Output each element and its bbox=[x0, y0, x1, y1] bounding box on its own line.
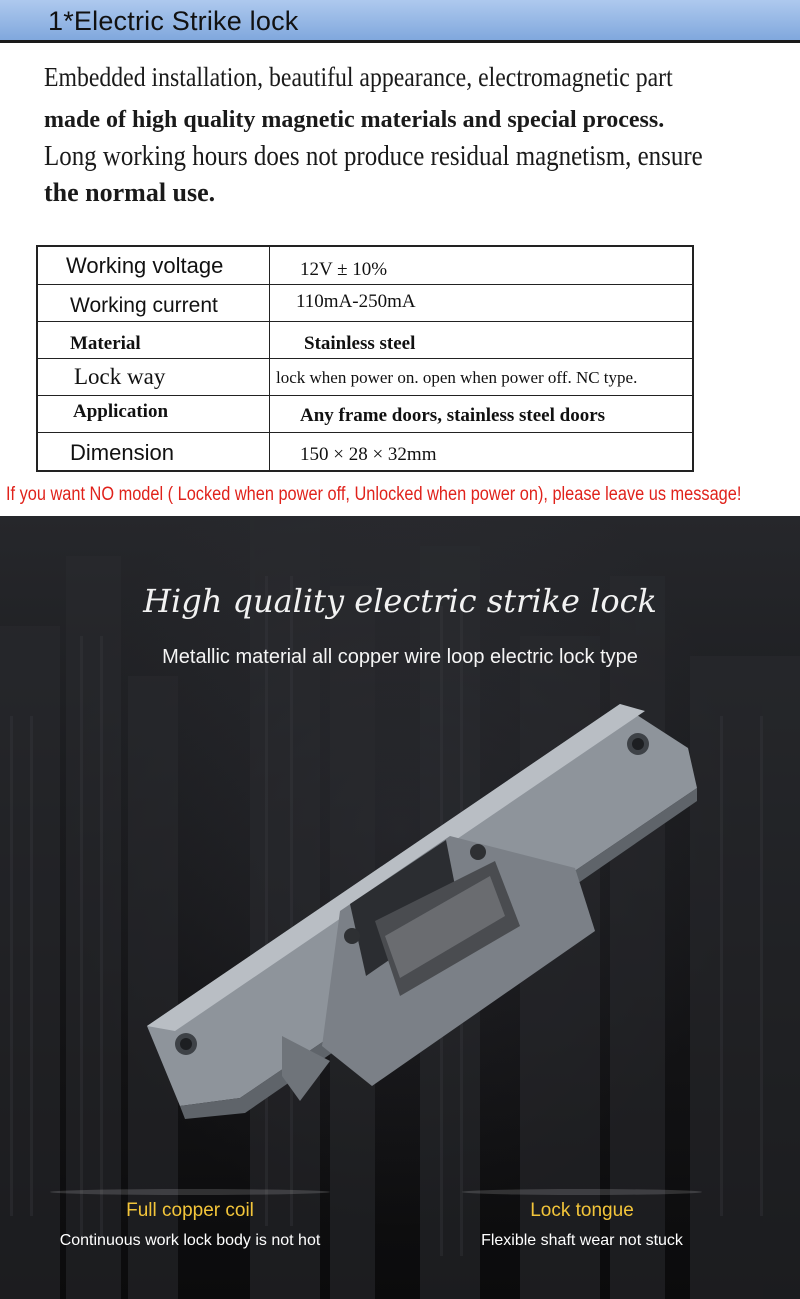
product-subtitle: Metallic material all copper wire loop electric lock type bbox=[162, 646, 638, 668]
spec-value: Stainless steel bbox=[304, 333, 416, 354]
spec-value: lock when power on. open when power off. NC type. bbox=[276, 368, 638, 387]
spec-row-application bbox=[38, 395, 692, 433]
spec-label: Lock way bbox=[74, 364, 166, 389]
city-skyline-background bbox=[0, 516, 800, 1299]
spec-row-voltage bbox=[38, 247, 692, 285]
product-banner bbox=[0, 516, 800, 1299]
spec-row-material bbox=[38, 321, 692, 359]
intro-line-2: made of high quality magnetic materials and special process. bbox=[44, 107, 665, 133]
spec-row-lock-way bbox=[38, 358, 692, 396]
feature-description: Flexible shaft wear not stuck bbox=[481, 1232, 683, 1249]
spec-label: Dimension bbox=[70, 440, 174, 465]
spec-label: Application bbox=[73, 401, 169, 422]
spec-value: 150 × 28 × 32mm bbox=[300, 444, 437, 465]
spec-value: 110mA-250mA bbox=[296, 291, 416, 312]
feature-copper-coil bbox=[40, 1200, 340, 1250]
spec-label: Working current bbox=[70, 294, 218, 317]
feature-title: Full copper coil bbox=[126, 1200, 254, 1221]
spec-row-current bbox=[38, 284, 692, 322]
spec-label: Working voltage bbox=[66, 253, 224, 278]
feature-title: Lock tongue bbox=[530, 1200, 634, 1221]
product-title: High quality electric strike lock bbox=[143, 582, 657, 620]
intro-line-3: Long working hours does not produce residual magnetism, ensure bbox=[44, 140, 703, 172]
spec-label: Material bbox=[70, 333, 141, 354]
feature-lock-tongue bbox=[452, 1200, 712, 1250]
intro-line-4: the normal use. bbox=[44, 178, 216, 207]
section-title: 1*Electric Strike lock bbox=[48, 6, 299, 36]
spec-value: 12V ± 10% bbox=[300, 259, 388, 280]
header-divider bbox=[0, 40, 800, 43]
no-model-notice: If you want NO model ( Locked when power off, Unlocked when power on), please leave us message! bbox=[6, 484, 742, 505]
feature-description: Continuous work lock body is not hot bbox=[59, 1232, 321, 1249]
intro-line-1: Embedded installation, beautiful appearance, electromagnetic part bbox=[44, 62, 673, 92]
spec-row-dimension bbox=[38, 432, 692, 470]
spec-value: Any frame doors, stainless steel doors bbox=[300, 405, 606, 426]
specs-table bbox=[36, 245, 694, 472]
